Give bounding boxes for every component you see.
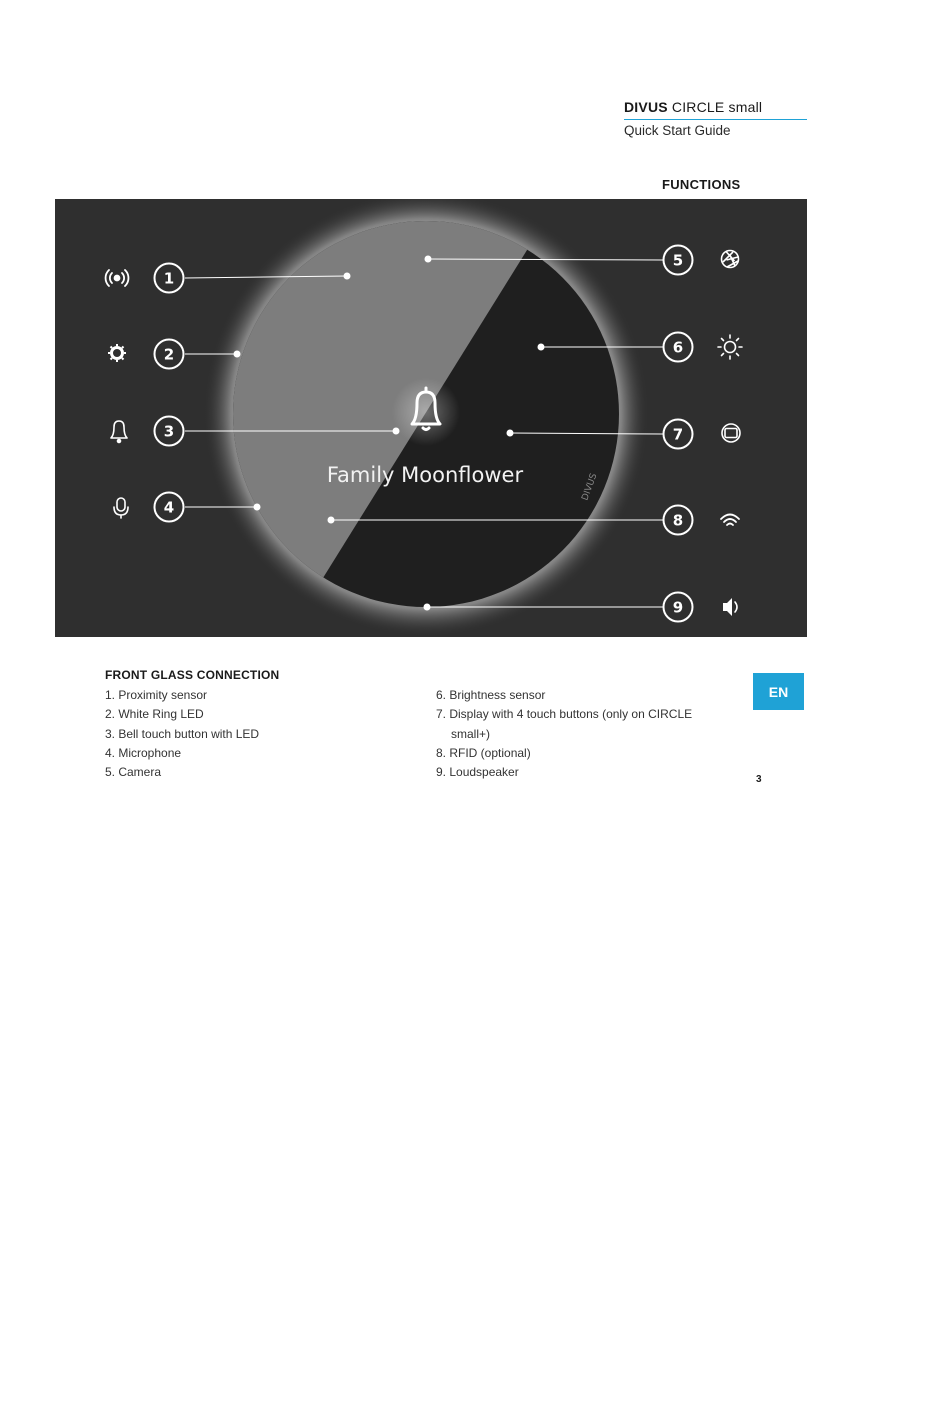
page-number: 3 <box>756 774 762 785</box>
callout-badge-1 <box>155 264 184 293</box>
callout-number-5: 5 <box>672 251 684 270</box>
callout-number-3: 3 <box>163 422 175 441</box>
legend-item: 9. Loudspeaker <box>436 765 519 780</box>
callout-number-6: 6 <box>672 338 684 357</box>
legend-item: 2. White Ring LED <box>105 707 204 722</box>
legend-item-continuation: small+) <box>451 726 491 741</box>
callout-number-1: 1 <box>163 269 175 288</box>
callout-number-2: 2 <box>163 345 175 364</box>
callout-number-7: 7 <box>672 425 684 444</box>
language-badge: EN <box>753 673 804 710</box>
callout-badge-3 <box>155 417 184 446</box>
divus-logo: DIVUS <box>580 472 600 503</box>
display-name-text: Family Moonflower <box>326 463 524 487</box>
legend-item: 5. Camera <box>105 765 162 780</box>
callout-number-8: 8 <box>672 511 684 530</box>
callout-badge-7 <box>664 420 693 449</box>
legend-item: 4. Microphone <box>105 745 182 760</box>
legend-list-left <box>105 686 259 782</box>
legend-title: FRONT GLASS CONNECTION <box>105 668 280 682</box>
legend-item: 7. Display with 4 touch buttons (only on CIRCLE <box>436 707 693 722</box>
callout-badge-8 <box>664 506 693 535</box>
legend-list-right <box>436 686 726 782</box>
brand-title <box>624 99 762 115</box>
legend-item: 6. Brightness sensor <box>436 688 546 702</box>
product-name: CIRCLE small <box>671 99 763 115</box>
callout-badge-2 <box>155 340 184 369</box>
legend-item: 1. Proximity sensor <box>105 688 208 702</box>
guide-subtitle: Quick Start Guide <box>624 123 731 138</box>
callout-number-4: 4 <box>163 498 175 517</box>
callout-badge-6 <box>664 333 693 362</box>
legend-item: 3. Bell touch button with LED <box>105 726 260 741</box>
callout-badge-5 <box>664 246 693 275</box>
device-functions-diagram <box>55 199 807 637</box>
legend-item: 8. RFID (optional) <box>436 745 531 760</box>
brand-name: DIVUS <box>624 99 668 115</box>
callout-badge-9 <box>664 593 693 622</box>
callout-badge-4 <box>155 493 184 522</box>
callout-number-9: 9 <box>672 598 684 617</box>
section-title: FUNCTIONS <box>662 177 741 192</box>
header-divider <box>624 119 807 120</box>
